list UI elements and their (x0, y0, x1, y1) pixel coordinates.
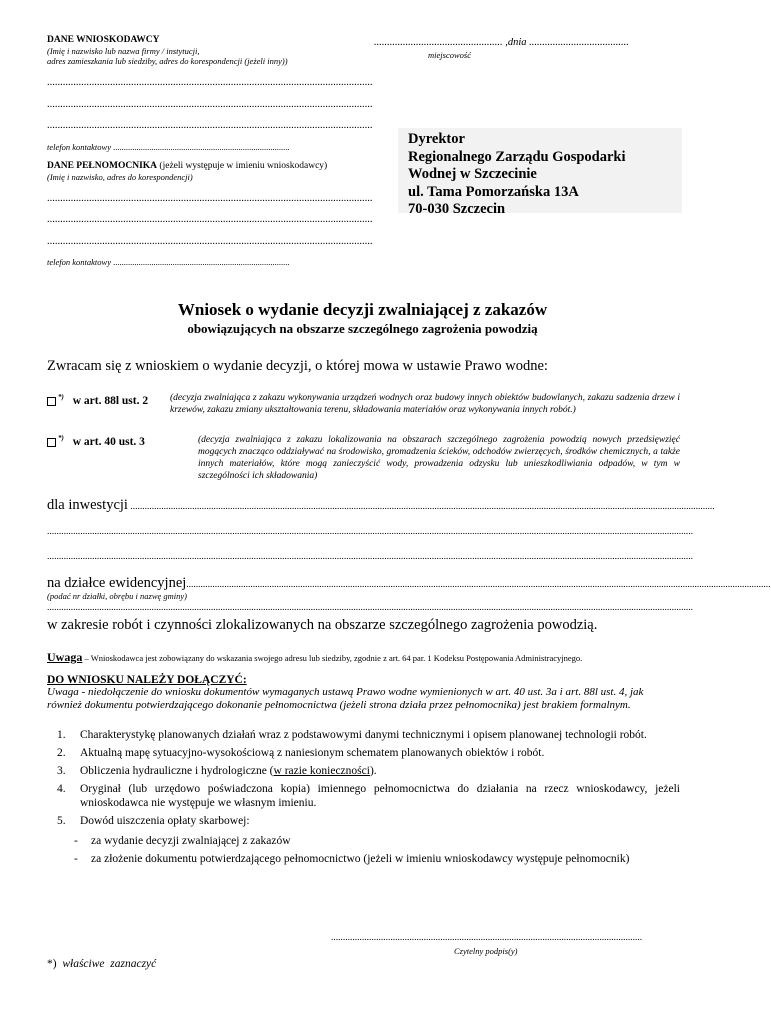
list-number: 1. (57, 729, 66, 741)
plot-label: na działce ewidencyjnej (47, 575, 187, 591)
fee-text: za wydanie decyzji zwalniającej z zakazów (91, 835, 291, 847)
addressee-line: Dyrektor (408, 131, 465, 147)
investment-field[interactable] (47, 496, 715, 514)
investment-line[interactable]: ................................................................................................................................................................................................................................................................................ (47, 527, 693, 537)
list-number: 5. (57, 815, 66, 827)
option-label: w art. 40 ust. 3 (72, 435, 145, 448)
proxy-heading-row (47, 161, 327, 172)
signature-caption: Czytelny podpis(y) (454, 946, 518, 956)
fee-text: za złożenie dokumentu potwierdzającego pełnomocnictwo (jeżeli w imieniu wnioskodawcy występuje pełnomocnik) (91, 853, 630, 865)
applicant-phone-field[interactable] (47, 142, 355, 153)
applicant-hint: adres zamieszkania lub siedziby, adres do korespondencji (jeżeli inny)) (47, 56, 288, 66)
place-caption: miejscowość (428, 50, 471, 60)
plot-hint: (podać nr działki, obrębu i nazwę gminy) (47, 591, 187, 601)
list-text-underlined: w razie konieczności (273, 765, 370, 777)
applicant-heading: DANE WNIOSKODAWCY (47, 35, 160, 45)
option-sup: *) (58, 393, 64, 401)
list-text: Dowód uiszczenia opłaty skarbowej: (80, 815, 250, 827)
list-item (47, 728, 680, 742)
option-sup: *) (58, 434, 64, 442)
attachments-list (47, 728, 680, 832)
checkbox-88l[interactable] (47, 397, 56, 406)
addressee-line: ul. Tama Pomorzańska 13A (408, 183, 579, 200)
footnote-text: właściwe zaznaczyć (56, 958, 157, 970)
signature-line[interactable]: ................................................................................................................................... (331, 933, 643, 943)
note (47, 648, 582, 666)
list-text: Oryginał (lub urzędowo poświadczona kopia) imiennego pełnomocnictwa do działania na rzecz wnioskodawcy, jeżeli wnioskodawca nie występuje we własnym imieniu. (80, 783, 680, 809)
investment-label: dla inwestycji (47, 497, 128, 513)
applicant-line[interactable]: ............................................................................................................................ (47, 77, 373, 88)
proxy-heading-note: (jeżeli występuje w imieniu wnioskodawcy) (157, 161, 328, 171)
plot-line: ...................................................................................................................................................................................................................................................... (186, 580, 771, 590)
option-desc: (decyzja zwalniająca z zakazu wykonywania urządzeń wodnych oraz budowy innych obiektów budowlanych, zakazu sadzenia drzew i krzewów, zakazu zmiany ukształtowania terenu, składowania materiałów oraz wykonywania innych robót.) (170, 393, 680, 415)
note-text: – Wnioskodawca jest zobowiązany do wskazania swojego adresu lub siedziby, zgodnie z art. 64 par. 1 Kodeksu Postępowania Administracyjnego. (82, 653, 583, 663)
addressee-line: Wodnej w Szczecinie (408, 166, 537, 183)
list-item (47, 782, 680, 810)
list-item (47, 764, 680, 778)
note-label: Uwaga (47, 650, 83, 664)
applicant-phone-line: ................................................................................... (110, 142, 290, 152)
place-date-line[interactable]: ................................................. ,dnia ...................................... (374, 37, 629, 48)
footnote (47, 957, 156, 971)
fee-dash: - (74, 835, 78, 847)
applicant-phone-label: telefon kontaktowy (47, 142, 111, 152)
document-title: Wniosek o wydanie decyzji zwalniającej z zakazów (177, 300, 548, 319)
scope-text: w zakresie robót i czynności zlokalizowanych na obszarze szczególnego zagrożenia powodzią. (47, 617, 598, 633)
proxy-line[interactable]: ............................................................................................................................ (47, 236, 373, 247)
investment-line: ...................................................................................................................................................................................................................................................... (127, 502, 715, 512)
proxy-phone-field[interactable] (47, 257, 355, 268)
checkbox-40[interactable] (47, 438, 56, 447)
proxy-hint: (Imię i nazwisko, adres do korespondencji) (47, 172, 193, 182)
investment-line[interactable]: ................................................................................................................................................................................................................................................................................ (47, 552, 693, 562)
list-number: 3. (57, 765, 66, 777)
proxy-heading: DANE PEŁNOMOCNIKA (47, 161, 158, 171)
list-number: 2. (57, 747, 66, 759)
attachments-warning: Uwaga - niedołączenie do wniosku dokumentów wymaganych ustawą Prawo wodne wymienionych w art. 40 ust. 3a i art. 88l ust. 4, jak również dokumentu potwierdzającego dokonanie pełnomocnictwa (jeżeli strona działa przez pełnomocnika) jest brakiem formalnym. (47, 686, 644, 711)
applicant-line[interactable]: ............................................................................................................................ (47, 120, 373, 131)
option-desc: (decyzja zwalniająca z zakazu lokalizowania na obszarach szczególnego zagrożenia powodzią nowych przedsięwzięć mogących znacząco oddziaływać na środowisko, gromadzenia ścieków, odchodów zwierzęcych, środków chemicznych, a także innych materiałów, które mogą zanieczyścić wody, prowadzenia odzysku lub unieszkodliwiania odpadów, w tym w szczególności ich składowania) (198, 435, 680, 481)
list-text: Aktualną mapę sytuacyjno-wysokościową z naniesionym schematem planowanych obiektów i robót. (80, 747, 545, 759)
proxy-phone-line: ................................................................................... (110, 257, 290, 267)
plot-line[interactable]: ................................................................................................................................................................................................................................................................................ (47, 603, 693, 613)
list-text: ). (369, 765, 377, 777)
applicant-line[interactable]: ............................................................................................................................ (47, 99, 373, 110)
proxy-line[interactable]: ............................................................................................................................ (47, 193, 373, 204)
addressee-line: 70-030 Szczecin (408, 201, 506, 218)
option-88l[interactable] (47, 390, 148, 408)
list-text: Charakterystykę planowanych działań wraz z podstawowymi danymi technicznymi i opisem planowanej technologii robót. (80, 729, 647, 741)
document-subtitle: obowiązujących na obszarze szczególnego zagrożenia powodzią (187, 321, 538, 336)
intro-text: Zwracam się z wnioskiem o wydanie decyzji, o której mowa w ustawie Prawo wodne: (47, 358, 548, 374)
addressee-line: Regionalnego Zarządu Gospodarki (408, 148, 626, 165)
list-item (47, 814, 680, 828)
option-40[interactable] (47, 431, 145, 449)
list-item (47, 746, 680, 760)
list-text: Obliczenia hydrauliczne i hydrologiczne ( (80, 765, 274, 777)
applicant-hint: (Imię i nazwisko lub nazwa firmy / instytucji, (47, 46, 200, 56)
plot-field[interactable] (47, 574, 771, 592)
fee-dash: - (74, 853, 78, 865)
list-number: 4. (57, 783, 66, 795)
attachments-heading: DO WNIOSKU NALEŻY DOŁĄCZYĆ: (47, 674, 247, 686)
proxy-phone-label: telefon kontaktowy (47, 257, 111, 267)
footnote-mark: *) (47, 958, 57, 970)
option-label: w art. 88l ust. 2 (72, 394, 149, 407)
proxy-line[interactable]: ............................................................................................................................ (47, 214, 373, 225)
addressee-box (398, 128, 682, 218)
